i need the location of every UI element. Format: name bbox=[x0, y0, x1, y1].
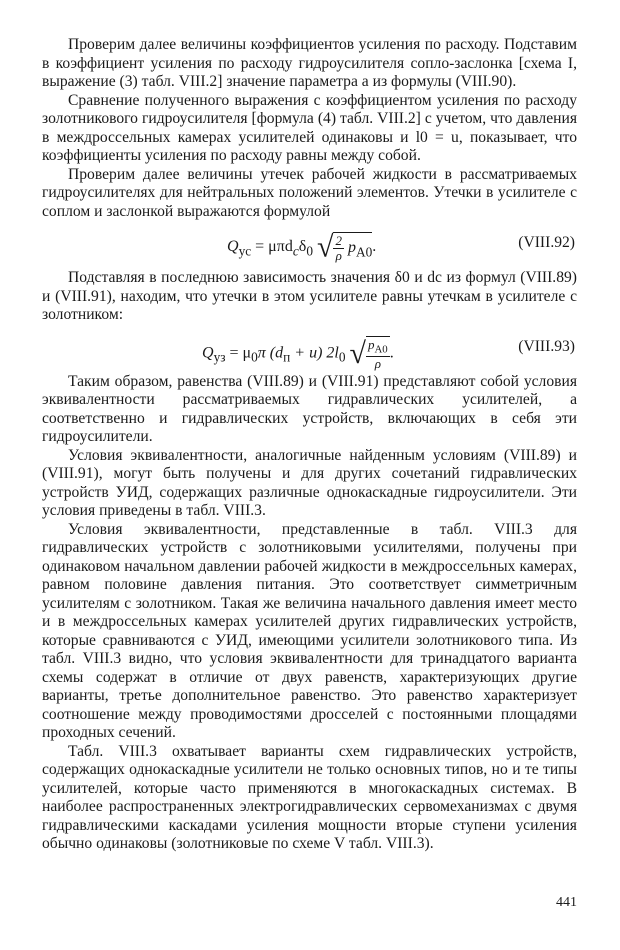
paragraph-1: Проверим далее величины коэффициентов усиления по расходу. Подставим в коэффициент усиления по расходу гидроусилителя сопло-заслонка [схема I, выражение (3) табл. VIII.2] значение параметра a из формулы (VIII.90). bbox=[42, 36, 577, 90]
eq92-frac-num: 2 bbox=[335, 233, 342, 248]
eq92-lhs: Q bbox=[227, 238, 239, 256]
page-number: 441 bbox=[556, 895, 577, 910]
eq93-radicand bbox=[366, 336, 390, 372]
equation-viii-92 bbox=[42, 226, 577, 262]
eq92-body-sub: c bbox=[292, 243, 299, 259]
equation-number-viii-92: (VIII.92) bbox=[518, 234, 575, 251]
eq93-fraction bbox=[366, 338, 390, 372]
eq93-frac-num: p bbox=[367, 336, 375, 352]
eq93-tail: . bbox=[389, 343, 394, 361]
paragraph-3: Проверим далее величины утечек рабочей жидкости в рассматриваемых гидроусилителях для нейтральных положений элементов. Утечки в усилителе с соплом и заслонкой выражаются формулой bbox=[42, 165, 577, 220]
radical-sign-icon: √ bbox=[349, 336, 366, 370]
equation-viii-92-formula bbox=[227, 232, 376, 263]
eq92-delta-sub: 0 bbox=[306, 243, 313, 259]
eq92-p: p bbox=[347, 239, 356, 257]
eq93-frac-num-sub: A0 bbox=[374, 343, 388, 356]
eq92-body: = μπd bbox=[255, 238, 293, 256]
eq93-body: = μ bbox=[229, 343, 252, 361]
eq93-body-sub: 0 bbox=[251, 349, 258, 365]
eq93-sqrt bbox=[350, 336, 390, 372]
eq92-fraction bbox=[333, 234, 344, 263]
equation-viii-93-formula bbox=[202, 336, 394, 372]
eq92-delta: δ bbox=[298, 238, 307, 256]
eq92-p-sub: A0 bbox=[355, 244, 373, 260]
eq93-lhs-sub: уз bbox=[213, 349, 226, 365]
paragraph-6: Условия эквивалентности, аналогичные найденным условиям (VIII.89) и (VIII.91), могут быть получены и для других сочетаний гидравлических устройств УИД, содержащих различные однокаскадные гидроусилители. Эти условия приведены в табл. VIII.3. bbox=[42, 446, 577, 519]
eq93-mid: π (d bbox=[257, 343, 284, 361]
eq93-mid-sub: п bbox=[283, 349, 291, 365]
eq92-lhs-sub: ус bbox=[238, 243, 252, 259]
paragraph-4: Подставляя в последнюю зависимость значения δ0 и dc из формул (VIII.89) и (VIII.91), находим, что утечки в этом усилителе равны утечкам в усилителе с золотником: bbox=[42, 269, 577, 323]
eq92-radicand bbox=[333, 232, 372, 263]
eq92-sqrt bbox=[317, 232, 372, 263]
equation-viii-93 bbox=[42, 330, 577, 372]
paragraph-5: Таким образом, равенства (VIII.89) и (VIII.91) представляют собой условия эквивалентности рассматриваемых гидравлических усилителей, а соответственно и гидравлических устройств, включающих в себя эти гидроусилители. bbox=[42, 372, 577, 445]
paragraph-8: Табл. VIII.3 охватывает варианты схем гидравлических устройств, содержащих однокаскадные усилители не только основных типов, но и те типы усилителей, которые часто применяются в многокаскадных системах. В наиболее распространенных электрогидравлических сервомеханизмах с двумя гидравлическими каскадами усиления мощности вторые ступени усиления обычно одинаковы (золотниковые по схеме V табл. VIII.3). bbox=[42, 742, 577, 852]
equation-number-viii-93: (VIII.93) bbox=[518, 337, 575, 355]
eq93-lhs: Q bbox=[202, 343, 214, 361]
eq93-mid2: + u) 2l bbox=[290, 343, 339, 361]
eq93-frac-den: ρ bbox=[374, 356, 381, 372]
eq92-tail: . bbox=[372, 238, 377, 256]
eq92-frac-den: ρ bbox=[335, 248, 342, 263]
page-body bbox=[42, 36, 577, 854]
radical-sign-icon: √ bbox=[316, 230, 334, 264]
paragraph-2: Сравнение полученного выражения с коэффициентом усиления по расходу золотникового гидроусилителя [формула (4) табл. VIII.2] с учетом, что давления в междроссельных камерах усилителей одинаковы и l0 = u, показывает, что коэффициенты усиления по расходу равны между собой. bbox=[42, 91, 577, 164]
eq93-mid2-sub: 0 bbox=[338, 349, 346, 365]
paragraph-7: Условия эквивалентности, представленные в табл. VIII.3 для гидравлических устройств с золотниковыми усилителями, получены при одинаковом начальном давлении рабочей жидкости в междроссельных камерах, равном половине давления питания. Это соответствует симметричным усилителям с золотником. Такая же величина начального давления имеет место и в междроссельных камерах усилителей других гидравлических устройств, которые сравниваются с УИД, имеющими усилители золотникового типа. Из табл. VIII.3 видно, что условия эквивалентности для тринадцатого варианта схемы содержат в отличие от двух равенств, характеризующих другие варианты, третье дополнительное равенство. Это равенство характеризует соотношение между проводимостями дросселей с постоянными площадями проходных сечений. bbox=[42, 520, 577, 741]
eq93-frac-num-wrap bbox=[366, 338, 390, 358]
